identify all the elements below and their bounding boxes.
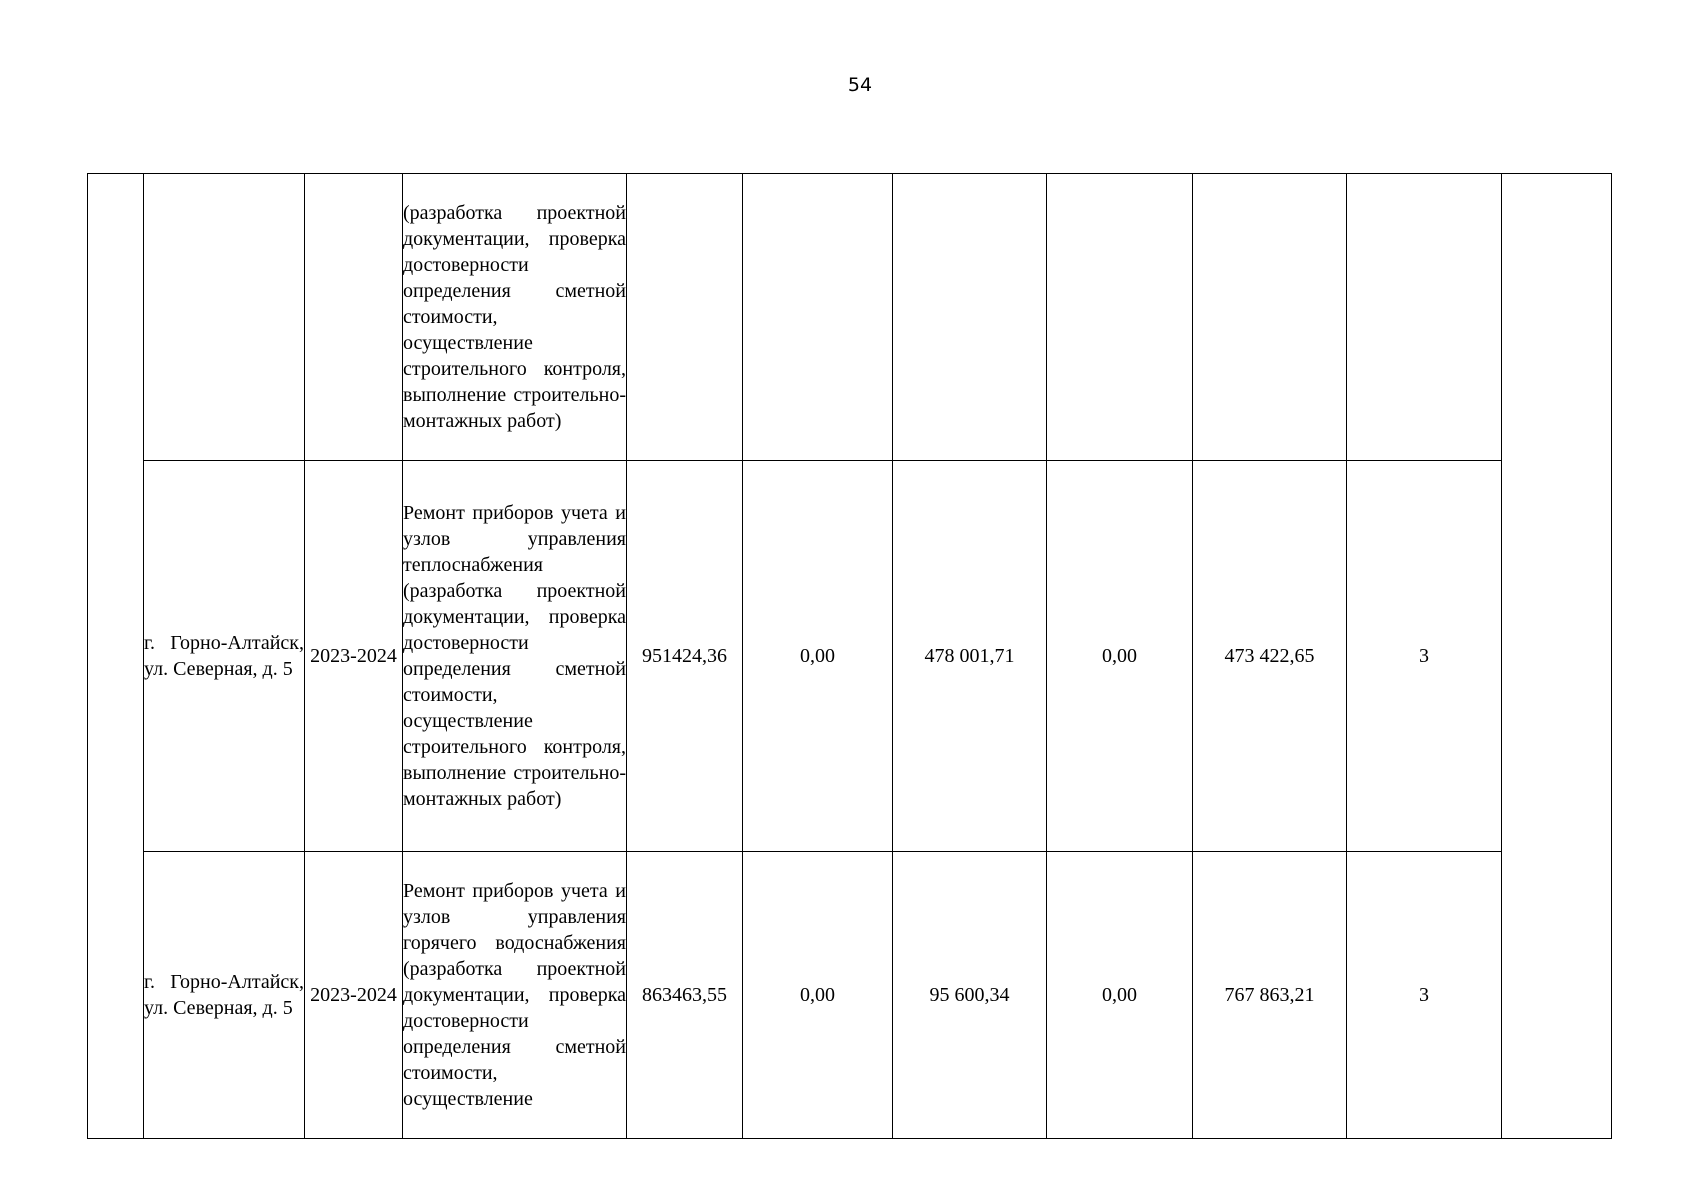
- total-cost-cell: 863463,55: [627, 852, 743, 1139]
- notes-cell: [1502, 174, 1612, 1139]
- address-cell: [144, 174, 305, 461]
- region-budget-cell: 95 600,34: [893, 852, 1047, 1139]
- owners-funds-cell: 767 863,21: [1193, 852, 1347, 1139]
- table-row: [88, 174, 1612, 461]
- region-budget-cell: 478 001,71: [893, 461, 1047, 852]
- fund-cost-cell: [743, 174, 893, 461]
- region-budget-cell: [893, 174, 1047, 461]
- total-cost-cell: 951424,36: [627, 461, 743, 852]
- repair-program-table: [87, 173, 1612, 1139]
- years-cell: 2023-2024: [305, 461, 403, 852]
- work-description-text: Ремонт приборов учета и узлов управления теплоснабжения (разработка проектной документации, проверка достоверности определения сметной стоимости, осуществление строительного контроля, выполнение строительно-монтажных работ): [403, 502, 626, 810]
- table-row: [88, 852, 1612, 1139]
- local-budget-cell: 0,00: [1047, 461, 1193, 852]
- fund-cost-cell: 0,00: [743, 461, 893, 852]
- address-cell: г. Горно-Алтайск, ул. Северная, д. 5: [144, 461, 305, 852]
- row-number-cell: [88, 174, 144, 1139]
- address-cell: г. Горно-Алтайск, ул. Северная, д. 5: [144, 852, 305, 1139]
- total-cost-cell: [627, 174, 743, 461]
- work-description-text: Ремонт приборов учета и узлов управления горячего водоснабжения (разработка проектной документации, проверка достоверности определения сметной стоимости, осуществление: [403, 880, 626, 1110]
- local-budget-cell: 0,00: [1047, 852, 1193, 1139]
- priority-cell: 3: [1347, 852, 1502, 1139]
- work-description-cell: [403, 174, 627, 461]
- priority-cell: [1347, 174, 1502, 461]
- work-description-cell: [403, 852, 627, 1139]
- years-cell: [305, 174, 403, 461]
- owners-funds-cell: [1193, 174, 1347, 461]
- years-cell: 2023-2024: [305, 852, 403, 1139]
- table-row: [88, 461, 1612, 852]
- page-number: 54: [847, 74, 873, 96]
- local-budget-cell: [1047, 174, 1193, 461]
- owners-funds-cell: 473 422,65: [1193, 461, 1347, 852]
- work-description-text: (разработка проектной документации, проверка достоверности определения сметной стоимости, осуществление строительного контроля, выполнение строительно-монтажных работ): [403, 202, 626, 432]
- work-description-cell: [403, 461, 627, 852]
- priority-cell: 3: [1347, 461, 1502, 852]
- fund-cost-cell: 0,00: [743, 852, 893, 1139]
